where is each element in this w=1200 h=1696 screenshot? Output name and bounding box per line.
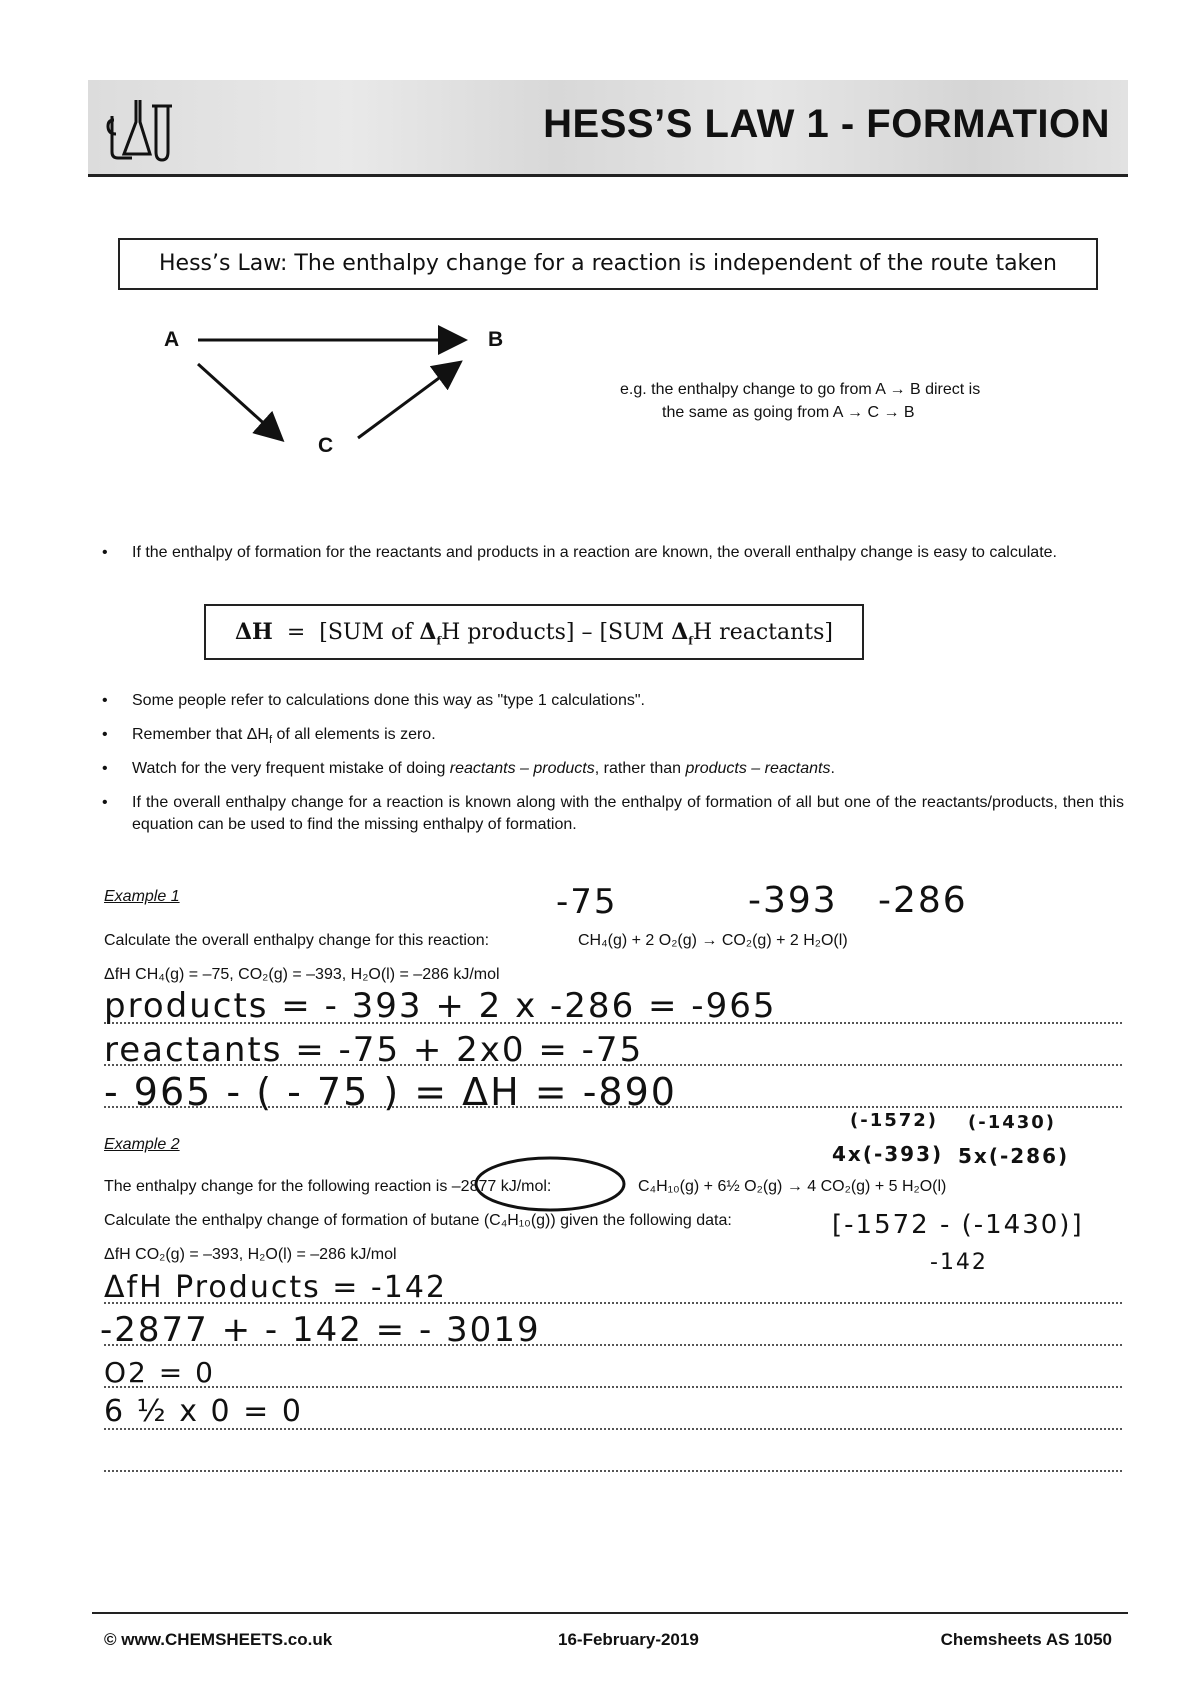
page-title: HESS’S LAW 1 - FORMATION [543,102,1110,146]
diagram-example-text [620,378,980,424]
handwritten-note: -142 [930,1250,988,1275]
footer-date: 16-February-2019 [558,1630,699,1649]
example-2-question-2: Calculate the enthalpy change of formation of butane (C₄H₁₀(g)) given the following data: [104,1212,732,1229]
handwritten-answer: 6 ½ x 0 = 0 [104,1394,303,1429]
bullet-dot-icon: • [102,726,108,743]
handwritten-answer: ΔfH Products = -142 [104,1270,448,1305]
handwritten-answer: -2877 + - 142 = - 3019 [100,1310,541,1350]
bullet-item: • Some people refer to calculations done this way as "type 1 calculations". [102,690,1124,712]
example-1-data: ΔfH CH₄(g) = –75, CO₂(g) = –393, H₂O(l) = –286 kJ/mol [104,966,500,983]
bullet-dot-icon: • [102,544,108,561]
example-1-heading: Example 1 [104,888,180,905]
hess-law-definition-box: Hess’s Law: The enthalpy change for a reaction is independent of the route taken [118,238,1098,290]
node-b-label: B [488,328,504,351]
handwritten-answer: reactants = -75 + 2x0 = -75 [104,1030,644,1070]
bullet-dot-icon: • [102,692,108,709]
handwritten-note: -75 [556,882,618,922]
handwritten-answer: - 965 - ( - 75 ) = ΔH = -890 [104,1070,677,1114]
lab-glassware-icon [106,94,186,164]
enthalpy-equation-box: ΔH = [SUM of $\Delta_fH$ products] – [SUM $\Delta_fH$ reactants] [204,604,864,660]
footer-website: © www.CHEMSHEETS.co.uk [104,1630,333,1649]
example-1-reaction: CH₄(g) + 2 O₂(g) → CO₂(g) + 2 H₂O(l) [578,932,848,949]
node-c-label: C [318,434,334,457]
handwritten-note: (-1430) [968,1112,1057,1133]
header-banner [88,80,1128,177]
example-1-question: Calculate the overall enthalpy change for this reaction: [104,932,490,949]
example-2-data: ΔfH CO₂(g) = –393, H₂O(l) = –286 kJ/mol [104,1246,397,1263]
handwritten-answer: O2 = 0 [104,1356,215,1389]
bullet-dot-icon: • [102,760,108,777]
example-2-heading: Example 2 [104,1136,180,1153]
arrow-c-to-b [358,364,458,438]
handwritten-note: 5x(-286) [958,1144,1070,1168]
handwritten-note: -393 [748,880,838,921]
arrow-a-to-c [198,364,280,438]
node-a-label: A [164,328,180,351]
bullet-item: • If the overall enthalpy change for a reaction is known along with the enthalpy of formation of all but one of the reactants/products, then this equation can be used to find the missing enthalpy of formation. [102,794,1124,833]
example-2-reaction: C₄H₁₀(g) + 6½ O₂(g) → 4 CO₂(g) + 5 H₂O(l) [638,1178,947,1195]
example-line-1: e.g. the enthalpy change to go from A → B direct is [620,381,981,398]
bullet-dot-icon: • [102,794,108,811]
answer-line [104,1470,1122,1472]
answer-line [104,1386,1122,1388]
handwritten-note: [-1572 - (-1430)] [832,1210,1084,1240]
footer-sheet-id: Chemsheets AS 1050 [940,1630,1112,1649]
bullet-item: • If the enthalpy of formation for the reactants and products in a reaction are known, the overall enthalpy change is easy to calculate. [102,542,1124,564]
bullet-item: • Remember that $\Delta H_f$ of all elements is zero. [102,726,436,747]
handwritten-note: 4x(-393) [832,1142,944,1166]
example-2-question: The enthalpy change for the following reaction is –2877 kJ/mol: [104,1178,552,1195]
handwritten-answer: products = - 393 + 2 x -286 = -965 [104,986,777,1026]
handwritten-note: (-1572) [850,1110,939,1131]
handwritten-note: -286 [878,880,968,921]
example-line-2: the same as going from A → C → B [662,404,915,421]
bullet-item: • Watch for the very frequent mistake of doing reactants – products, rather than products – reactants. [102,758,1124,780]
footer-rule [92,1612,1128,1614]
handwritten-circle [470,1148,630,1214]
